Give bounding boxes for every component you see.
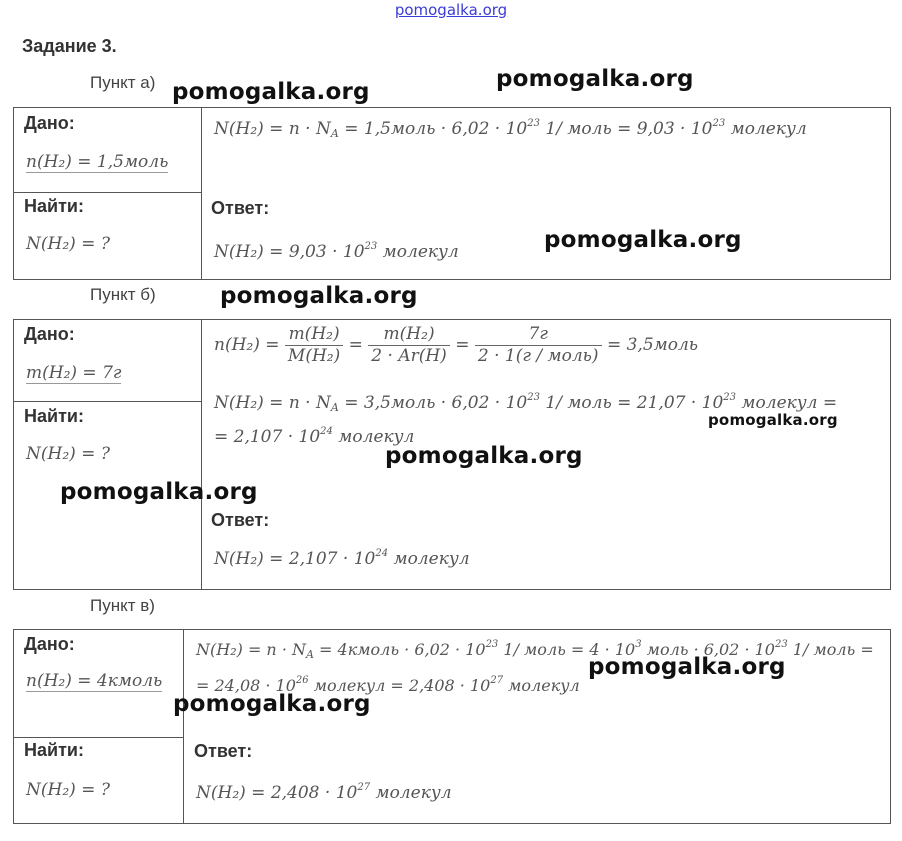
watermark: pomogalka.org [173,691,371,717]
part-a-given-label: Дано: [24,113,75,133]
part-b-divider [14,401,202,402]
watermark: pomogalka.org [588,654,786,680]
part-b-formula-1: n(H₂) = $\frac{\text{m(H₂)}}{\text{M(H₂)}}$ = $\frac{\text{m(H₂)}}{2 \cdot Ar(H)}$ = $\frac{7г}{\text{2 · 1(г / моль)}}$ = 3,5моль [214,324,699,366]
part-b-find-label: Найти: [24,406,84,426]
part-b-find-value: N(H₂) = ? [26,444,110,464]
watermark: pomogalka.org [385,443,583,469]
watermark: pomogalka.org [496,66,694,92]
part-a-title: Пункт а) [90,73,156,92]
part-a-find-value: N(H₂) = ? [26,234,110,254]
part-c-formula-2: = $24,08 \cdot 10^{26}$ молекул = $2,408 \cdot 10^{27}$ молекул [196,675,580,695]
part-c-answer-label: Ответ: [194,741,253,761]
task-title: Задание 3. [22,36,117,56]
part-a-formula: $N(H_2) = n \cdot N_A$ = 1,5моль · $6,02 \cdot 10^{23}$ 1/ моль = $9,03 \cdot 10^{23}$ молекул [214,118,807,140]
part-b-answer-value: $N(H_2) = 2,107 \cdot 10^{24}$ молекул [214,548,470,569]
part-b-formula-3: = $2,107 \cdot 10^{24}$ молекул [214,426,415,447]
watermark: pomogalka.org [220,283,418,309]
part-a-find-label: Найти: [24,196,84,216]
part-b-answer-label: Ответ: [211,510,270,530]
part-b-given-value: m(H₂) = 7г [26,363,122,383]
part-c-given-label: Дано: [24,634,75,654]
part-a-given-value: n(H₂) = 1,5моль [26,152,169,172]
watermark: pomogalka.org [544,227,742,253]
watermark: pomogalka.org [708,411,838,429]
watermark: pomogalka.org [172,79,370,105]
part-a-answer-value: $N(H_2) = 9,03 \cdot 10^{23}$ молекул [214,241,459,262]
part-c-given-value: n(H₂) = 4кмоль [26,671,163,691]
part-a-answer-label: Ответ: [211,198,270,218]
fraction-1: $\frac{\text{m(H₂)}}{\text{M(H₂)}}$ [285,324,343,367]
part-a-table [13,107,891,280]
part-a-divider [14,192,202,193]
part-b-title: Пункт б) [90,285,156,304]
part-c-answer-value: $N(H_2) = 2,408 \cdot 10^{27}$ молекул [196,782,452,803]
part-b-formula-2: $N(H_2) = n \cdot N_A$ = 3,5моль · $6,02 \cdot 10^{23}$ 1/ моль = $21,07 \cdot 10^{23}$ молекул = [214,392,838,414]
site-link[interactable]: pomogalka.org [394,1,508,19]
part-c-title: Пункт в) [90,596,155,615]
part-c-formula-1: $N(H_2) = n \cdot N_A$ = 4кмоль · $6,02 \cdot 10^{23}$ 1/ моль = $4 \cdot 10^3$ моль · $6,02 \cdot 10^{23}$ 1/ моль = [196,639,874,661]
watermark: pomogalka.org [60,479,258,505]
fraction-3: $\frac{7г}{\text{2 · 1(г / моль)}}$ [475,324,602,367]
part-b-given-label: Дано: [24,324,75,344]
part-c-find-label: Найти: [24,740,84,760]
part-c-find-value: N(H₂) = ? [26,780,110,800]
fraction-2: $\frac{\text{m(H₂)}}{2 \cdot Ar(H)}$ [368,324,450,367]
part-c-divider [14,737,184,738]
